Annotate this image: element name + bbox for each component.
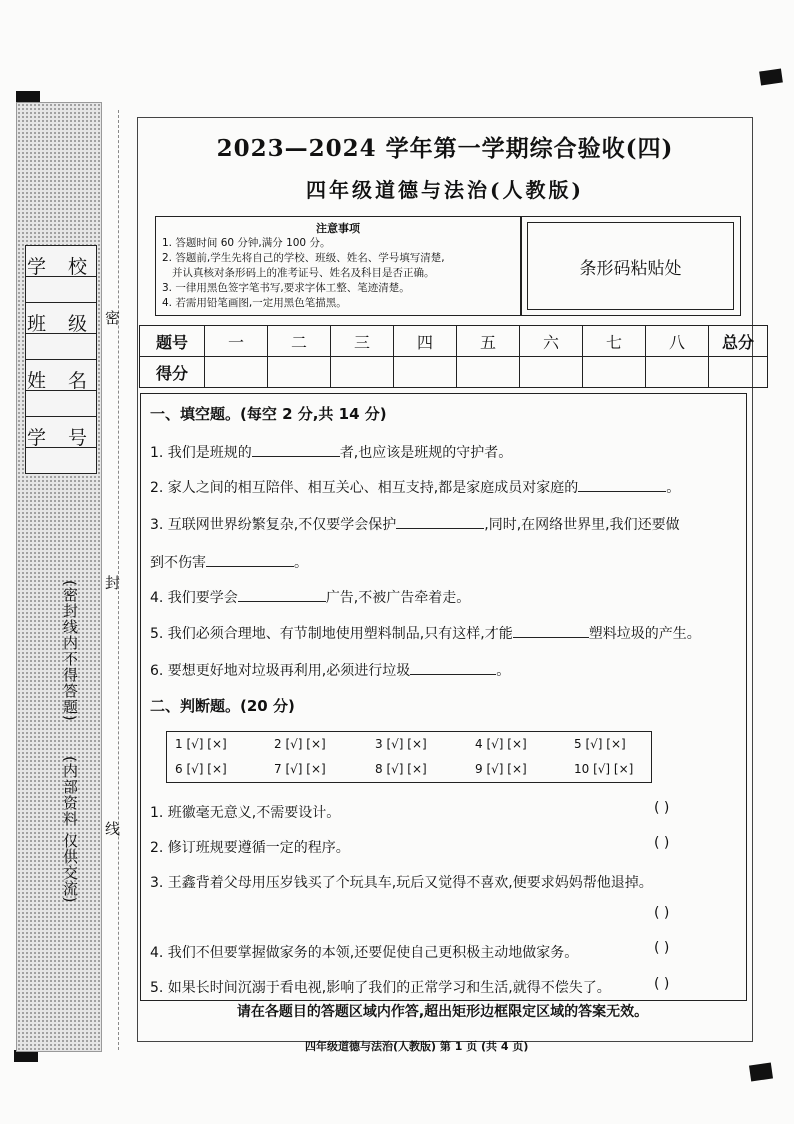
judge-question-4: 4. 我们不但要掌握做家务的本领,还要促使自己更积极主动地做家务。	[150, 945, 579, 961]
number-label: 学 号	[26, 427, 96, 449]
page-footer: 四年级道德与法治(人教版) 第 1 页 (共 4 页)	[305, 1040, 529, 1053]
question-text: 6. 要想更好地对垃圾再利用,必须进行垃圾	[150, 663, 411, 679]
question-text: 到不伤害	[150, 555, 206, 571]
answer-blank[interactable]	[578, 477, 666, 492]
fill-question-1	[150, 442, 512, 462]
score-cell[interactable]	[646, 357, 709, 388]
judge-answer-1[interactable]: 1 [√] [×]	[175, 737, 227, 751]
judge-answer-paren-4[interactable]: ( )	[654, 940, 670, 956]
seal-note-no-answer: (密封线内不得答题)	[61, 580, 79, 722]
seal-note-internal: (内部资料 仅供交流)	[61, 756, 79, 904]
judge-answer-8[interactable]: 8 [√] [×]	[375, 762, 427, 776]
answer-blank[interactable]	[513, 623, 589, 638]
score-header-row	[140, 326, 768, 357]
score-col-header: 四	[394, 326, 457, 357]
score-table	[139, 325, 768, 388]
number-field[interactable]	[26, 447, 96, 448]
question-text: 2. 家人之间的相互陪伴、相互关心、相互支持,都是家庭成员对家庭的	[150, 480, 579, 496]
name-field[interactable]	[26, 390, 96, 391]
fill-question-2	[150, 477, 680, 497]
total-score-header: 总分	[709, 326, 768, 357]
score-cell[interactable]	[331, 357, 394, 388]
judge-answer-3[interactable]: 3 [√] [×]	[375, 737, 427, 751]
question-text: 广告,不被广告牵着走。	[325, 590, 471, 606]
score-cell[interactable]	[394, 357, 457, 388]
score-cell[interactable]	[205, 357, 268, 388]
notice-line: 3. 一律用黑色签字笔书写,要求字体工整、笔迹清楚。	[162, 282, 410, 294]
judge-answer-box	[166, 731, 652, 783]
notice-line: 1. 答题时间 60 分钟,满分 100 分。	[162, 237, 331, 249]
judge-answer-paren-3[interactable]: ( )	[654, 905, 670, 921]
score-col-header: 七	[583, 326, 646, 357]
school-row	[26, 246, 96, 303]
name-label: 姓 名	[26, 370, 96, 392]
fill-question-3	[150, 514, 680, 534]
question-text: 1. 我们是班规的	[150, 445, 252, 461]
fill-question-4	[150, 587, 470, 607]
notice-line: 并认真核对条形码上的准考证号、姓名及科目是否正确。	[162, 267, 435, 279]
school-label: 学 校	[26, 256, 96, 278]
judge-answer-paren-2[interactable]: ( )	[654, 835, 670, 851]
answer-blank[interactable]	[206, 552, 294, 567]
judge-question-2: 2. 修订班规要遵循一定的程序。	[150, 840, 350, 856]
score-cell[interactable]	[583, 357, 646, 388]
question-text: 4. 我们要学会	[150, 590, 238, 606]
question-text: 3. 互联网世界纷繁复杂,不仅要学会保护	[150, 517, 397, 533]
fill-question-6	[150, 660, 510, 680]
name-row	[26, 360, 96, 417]
score-value-row	[140, 357, 768, 388]
section2-heading: 二、判断题。(20 分)	[150, 697, 295, 715]
score-cell[interactable]	[268, 357, 331, 388]
question-text: 塑料垃圾的产生。	[588, 626, 701, 642]
score-col-header: 一	[205, 326, 268, 357]
notice-line: 2. 答题前,学生先将自己的学校、班级、姓名、学号填写清楚,	[162, 252, 445, 264]
judge-question-3: 3. 王鑫背着父母用压岁钱买了个玩具车,玩后又觉得不喜欢,便要求妈妈帮他退掉。	[150, 875, 653, 891]
notice-title: 注意事项	[316, 222, 360, 235]
score-cell[interactable]	[457, 357, 520, 388]
registration-mark-top-right	[759, 69, 783, 86]
score-col-header: 二	[268, 326, 331, 357]
answer-blank[interactable]	[252, 442, 340, 457]
seal-char-xian: 线	[105, 820, 121, 838]
question-text: ,同时,在网络世界里,我们还要做	[484, 517, 680, 533]
score-col-header: 六	[520, 326, 583, 357]
seal-char-mi: 密	[105, 309, 121, 327]
total-score-cell[interactable]	[709, 357, 768, 388]
score-col-header: 三	[331, 326, 394, 357]
answer-blank[interactable]	[238, 587, 326, 602]
judge-answer-9[interactable]: 9 [√] [×]	[475, 762, 527, 776]
fill-question-5	[150, 623, 701, 643]
judge-answer-10[interactable]: 10 [√] [×]	[574, 762, 634, 776]
number-row	[26, 417, 96, 473]
answer-blank[interactable]	[396, 514, 484, 529]
question-text: 。	[496, 663, 511, 679]
notice-box	[155, 216, 521, 316]
registration-mark-bottom-right	[749, 1063, 773, 1082]
judge-answer-5[interactable]: 5 [√] [×]	[574, 737, 626, 751]
exam-subtitle: 四年级道德与法治(人教版)	[306, 178, 584, 202]
judge-answer-2[interactable]: 2 [√] [×]	[274, 737, 326, 751]
section1-heading: 一、填空题。(每空 2 分,共 14 分)	[150, 405, 387, 423]
question-text: 5. 我们必须合理地、有节制地使用塑料制品,只有这样,才能	[150, 626, 513, 642]
score-cell[interactable]	[520, 357, 583, 388]
class-row	[26, 303, 96, 360]
student-info-box	[25, 245, 97, 474]
judge-answer-4[interactable]: 4 [√] [×]	[475, 737, 527, 751]
barcode-label: 条形码粘贴处	[579, 258, 682, 279]
class-label: 班 级	[26, 313, 96, 335]
fill-question-3-cont	[150, 552, 308, 572]
question-text: 。	[294, 555, 308, 571]
score-col-header: 五	[457, 326, 520, 357]
notice-line: 4. 若需用铅笔画图,一定用黑色笔描黑。	[162, 297, 347, 309]
judge-answer-6[interactable]: 6 [√] [×]	[175, 762, 227, 776]
seal-char-feng: 封	[105, 574, 121, 592]
exam-title: 2023—2024 学年第一学期综合验收(四)	[216, 135, 674, 162]
judge-question-5: 5. 如果长时间沉溺于看电视,影响了我们的正常学习和生活,就得不偿失了。	[150, 980, 611, 996]
judge-answer-7[interactable]: 7 [√] [×]	[274, 762, 326, 776]
question-number-label: 题号	[140, 326, 205, 357]
judge-answer-paren-1[interactable]: ( )	[654, 800, 670, 816]
score-row-label: 得分	[140, 357, 205, 388]
judge-question-1: 1. 班徽毫无意义,不需要设计。	[150, 805, 341, 821]
barcode-area[interactable]	[527, 222, 734, 310]
answer-area-warning: 请在各题目的答题区域内作答,超出矩形边框限定区域的答案无效。	[236, 1004, 649, 1020]
class-field[interactable]	[26, 333, 96, 334]
score-col-header: 八	[646, 326, 709, 357]
judge-answer-paren-5[interactable]: ( )	[654, 976, 670, 992]
question-text: 者,也应该是班规的守护者。	[339, 445, 513, 461]
answer-blank[interactable]	[410, 660, 496, 675]
school-field[interactable]	[26, 276, 96, 277]
question-text: 。	[666, 480, 681, 496]
